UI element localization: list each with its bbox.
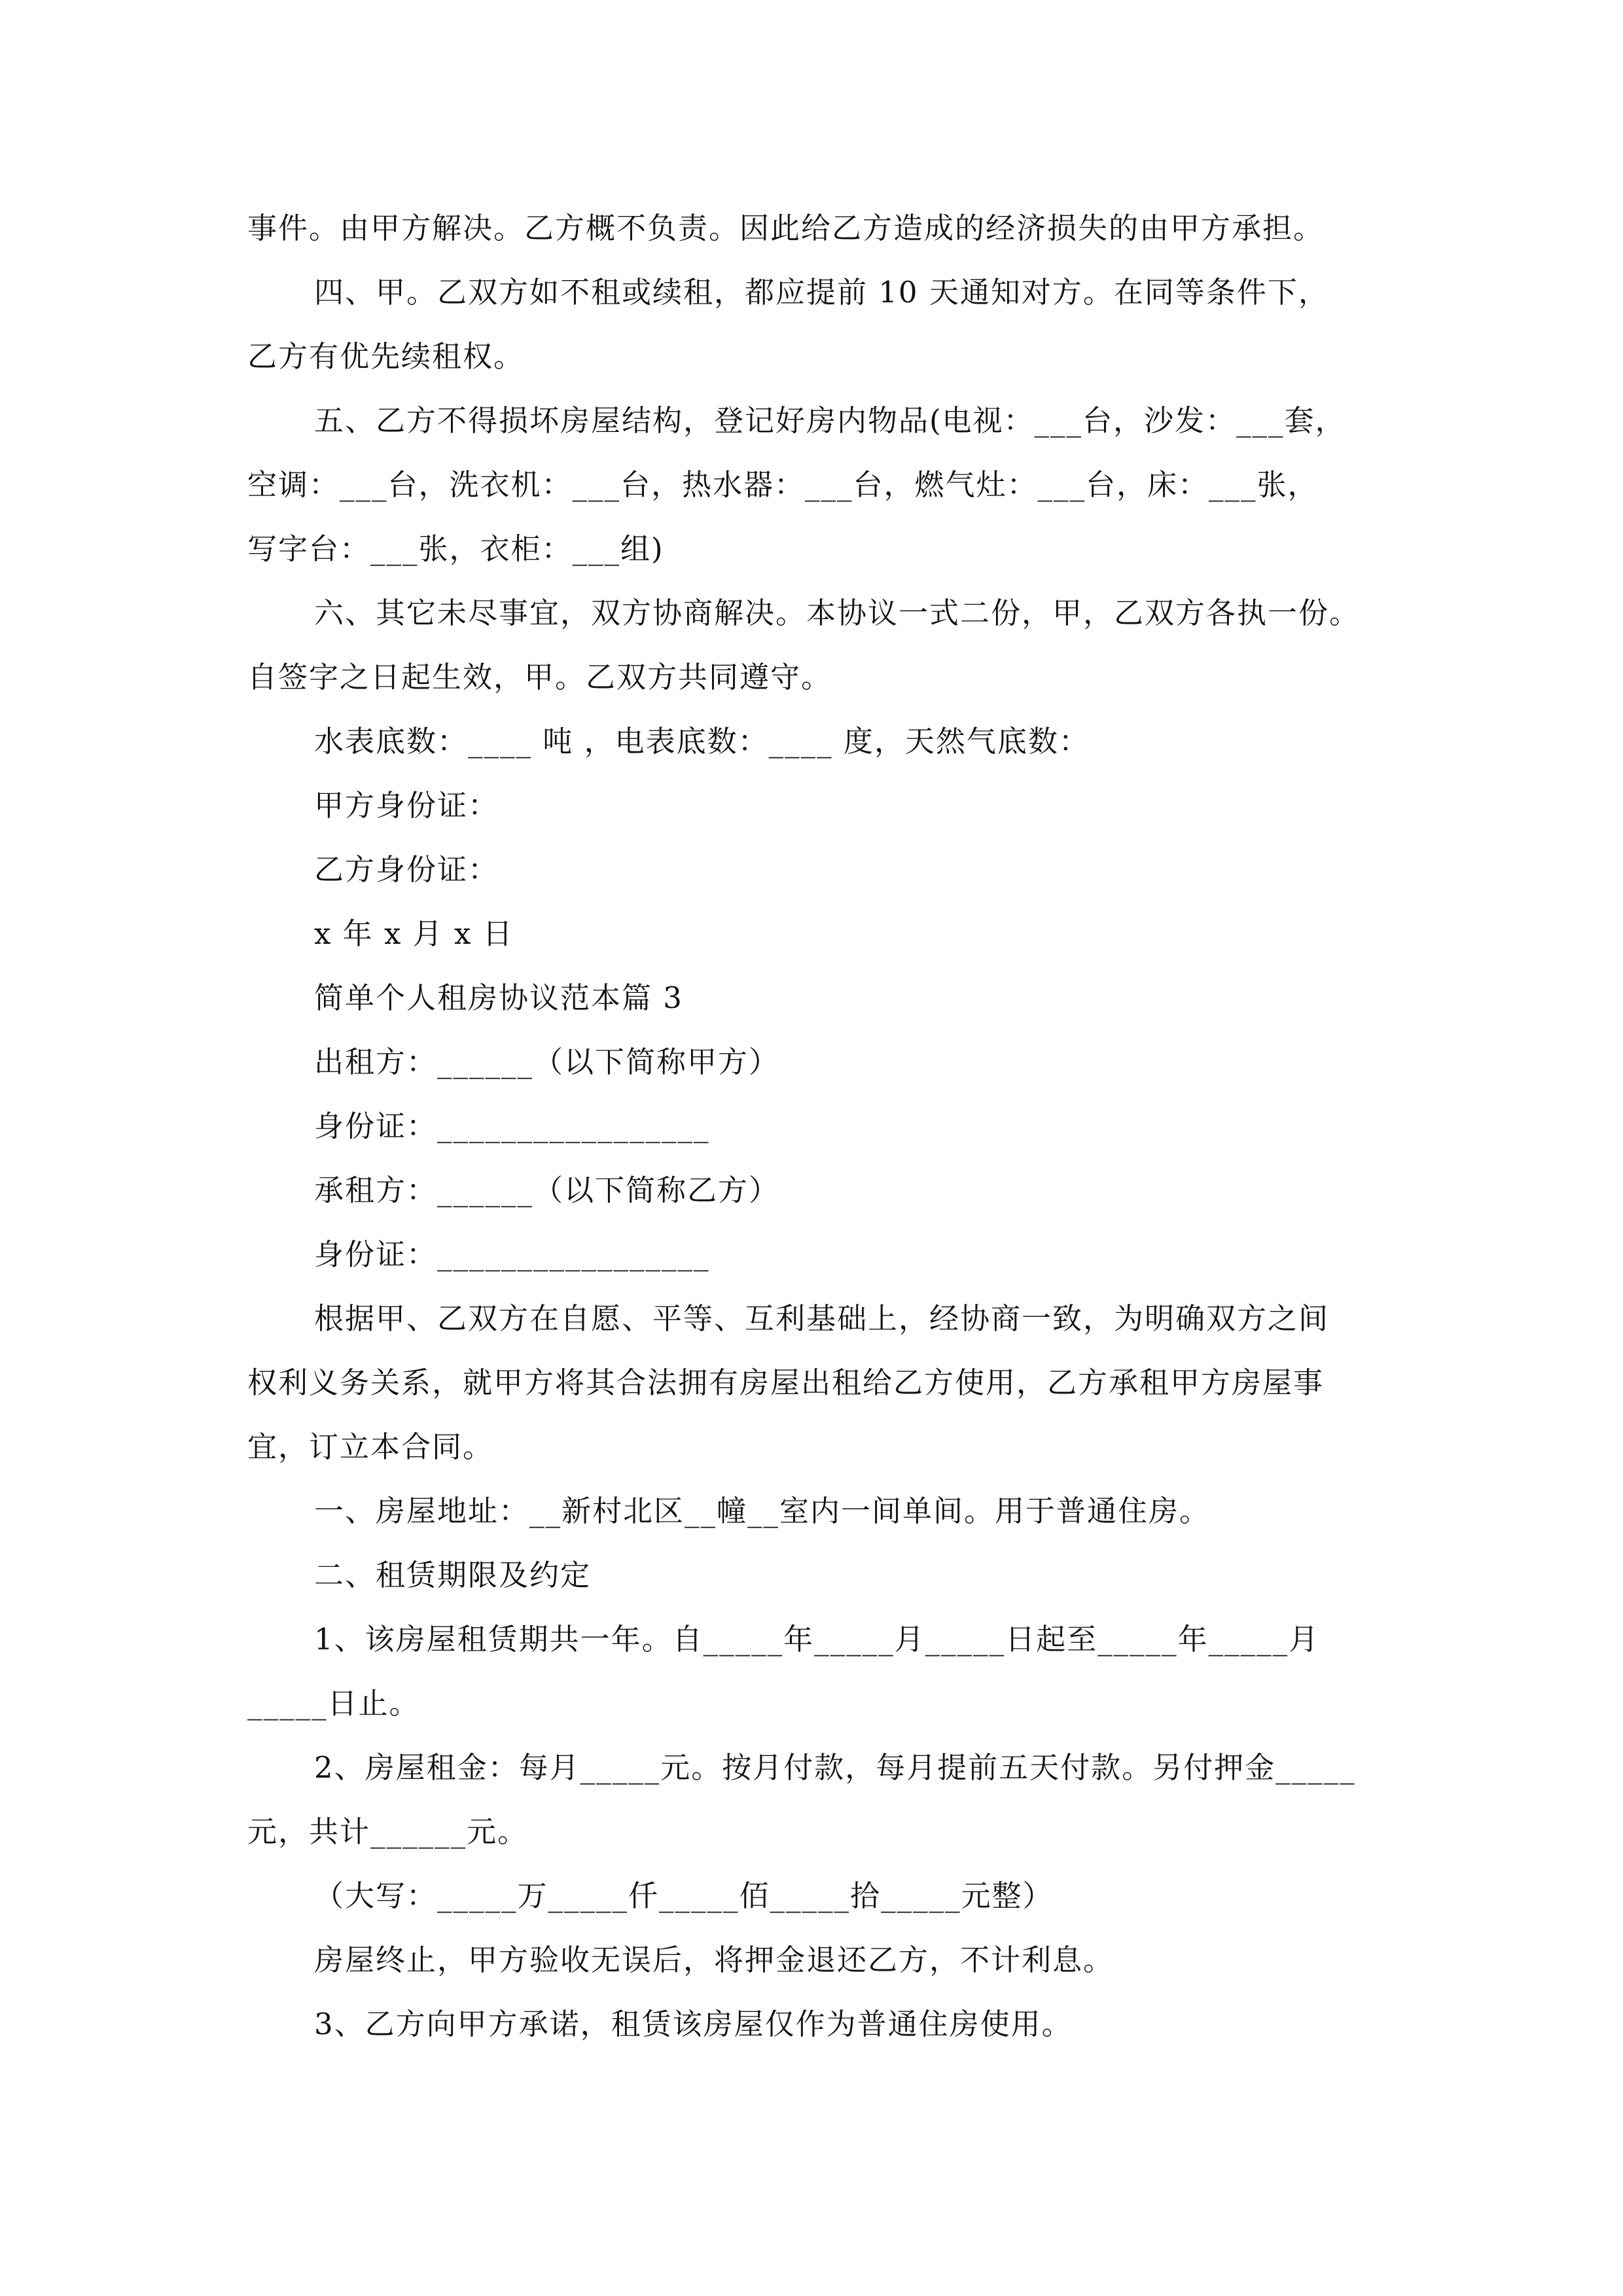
text-line: 甲方身份证： — [314, 788, 499, 823]
text-line: 根据甲、乙双方在自愿、平等、互利基础上，经协商一致，为明确双方之间 — [314, 1301, 1330, 1336]
text-line: 自签字之日起生效，甲。乙双方共同遵守。 — [247, 660, 832, 694]
text-line: 房屋终止，甲方验收无误后，将押金退还乙方，不计利息。 — [314, 1943, 1115, 1977]
document-page — [247, 196, 1386, 2056]
text-line: 2、房屋租金：每月_____元。按月付款，每月提前五天付款。另付押金_____ — [314, 1750, 1356, 1785]
text-line: x 年 x 月 x 日 — [314, 916, 514, 951]
text-line: 水表底数：____ 吨 ，电表底数：____ 度，天然气底数： — [314, 724, 1090, 759]
text-line: 身份证：_________________ — [314, 1237, 710, 1272]
text-line: 一、房屋地址：__新村北区__幢__室内一间单间。用于普通住房。 — [314, 1494, 1211, 1528]
section-heading: 简单个人租房协议范本篇 3 — [314, 980, 683, 1015]
text-line: 元，共计______元。 — [247, 1814, 529, 1849]
text-line: 六、其它未尽事宜，双方协商解决。本协议一式二份，甲，乙双方各执一份。 — [314, 596, 1361, 630]
text-line: 二、租赁期限及约定 — [314, 1558, 592, 1592]
text-line: 承租方：______（以下简称乙方） — [314, 1173, 780, 1208]
text-line: 写字台：___张，衣柜：___组) — [247, 531, 664, 566]
text-line: （大写：_____万_____仟_____佰_____拾_____元整） — [314, 1878, 1054, 1913]
text-line: 四、甲。乙双方如不租或续租，都应提前 10 天通知对方。在同等条件下， — [314, 275, 1329, 310]
text-line: 乙方有优先续租权。 — [247, 339, 525, 374]
text-line: 空调：___台，洗衣机：___台，热水器：___台，燃气灶：___台，床：___张， — [247, 467, 1319, 502]
text-line: 出租方：______（以下简称甲方） — [314, 1045, 780, 1079]
text-line: 五、乙方不得损坏房屋结构，登记好房内物品(电视：___台，沙发：___套， — [314, 403, 1346, 438]
text-line: 宜，订立本合同。 — [247, 1429, 494, 1464]
text-line: 3、乙方向甲方承诺，租赁该房屋仅作为普通住房使用。 — [314, 2007, 1073, 2041]
text-line: _____日止。 — [247, 1686, 420, 1721]
text-line: 乙方身份证： — [314, 852, 499, 887]
text-line: 1、该房屋租赁期共一年。自_____年_____月_____日起至_____年_____月 — [314, 1622, 1320, 1657]
text-line: 权利义务关系，就甲方将其合法拥有房屋出租给乙方使用，乙方承租甲方房屋事 — [247, 1365, 1325, 1400]
text-line: 身份证：_________________ — [314, 1109, 710, 1143]
text-line: 事件。由甲方解决。乙方概不负责。因此给乙方造成的经济损失的由甲方承担。 — [247, 211, 1325, 245]
